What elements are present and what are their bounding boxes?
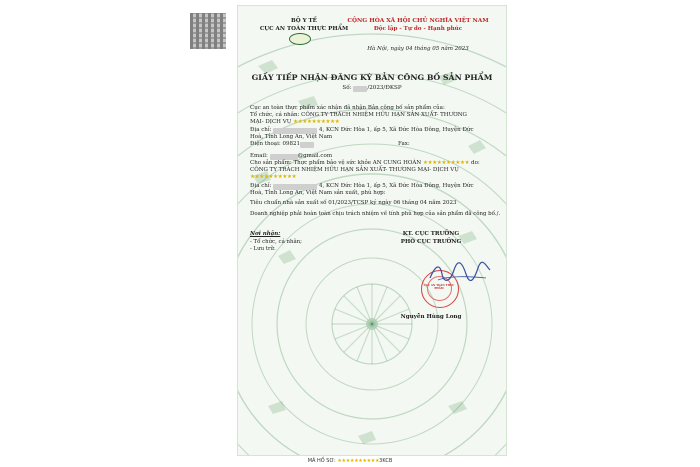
- recipients-label: Nơi nhận:: [250, 231, 281, 237]
- org-line: Tổ chức, cá nhân: CÔNG TY TRÁCH NHIỆM HỮU HẠN SẢN XUẤT- THƯƠNG: [250, 112, 467, 118]
- qr-code-icon: [190, 13, 226, 49]
- org-line-2: MẠI- DỊCH VỤ ★★★★★★★★★★: [250, 119, 340, 125]
- country-name: CỘNG HÒA XÃ HỘI CHỦ NGHĨA VIỆT NAM: [347, 18, 489, 24]
- signer-role-2: PHÓ CỤC TRƯỞNG: [400, 239, 462, 245]
- maker-address-line: Địa chỉ: 4, KCN Đức Hòa 1, ấp 5, Xã Đức Hòa Đông, Huyện Đức: [250, 183, 474, 189]
- recipient-item: - Lưu trữ.: [250, 246, 276, 252]
- agency-name: CỤC AN TOÀN THỰC PHẨM: [259, 26, 349, 32]
- place-date: Hà Nội, ngày 04 tháng 05 năm 2023: [367, 46, 469, 52]
- product-maker: CÔNG TY TRÁCH NHIỆM HỮU HẠN SẢN XUẤT- THƯƠNG MẠI- DỊCH VỤ: [250, 167, 459, 173]
- agency-parent: BỘ Y TẾ: [291, 18, 317, 24]
- fax-label: Fax:: [398, 141, 410, 147]
- page-title: GIẤY TIẾP NHẬN ĐĂNG KÝ BẢN CÔNG BỐ SẢN PHẨM: [251, 73, 493, 82]
- signature-icon: [428, 260, 492, 286]
- maker-address-line-2: Hoà, Tỉnh Long An, Việt Nam sản xuất, phù hợp:: [250, 190, 386, 196]
- phone-line: Điện thoại: 09821: [250, 142, 314, 148]
- agency-logo-icon: [289, 33, 311, 45]
- email-line: Email: @gmail.com: [250, 153, 333, 159]
- footer-code: MÃ HỒ SƠ: ★★★★★★★★★★3KCB: [307, 458, 393, 464]
- product-line: Cho sản phẩm: Thực phẩm bảo vệ sức khỏe AN CUNG HOÀN ★★★★★★★★★★ do:: [250, 160, 480, 166]
- redaction-mark: ★★★★★★★★★★: [293, 119, 340, 125]
- intro-text: Cục an toàn thực phẩm xác nhận đã nhận Bản công bố sản phẩm của:: [250, 105, 445, 111]
- seal-text: CỤC AN TOÀN THỰC PHẨM: [423, 284, 455, 290]
- standard-line: Tiêu chuẩn nhà sản xuất số 01/2023/TCSP ký ngày 06 tháng 04 năm 2023: [250, 200, 457, 206]
- responsibility-line: Doanh nghiệp phải hoàn toàn chịu trách nhiệm về tính phù hợp của sản phẩm đã công bố./.: [250, 211, 501, 217]
- document-number: Số: /2023/ĐKSP: [342, 85, 402, 91]
- national-motto: Độc lập - Tự do - Hạnh phúc: [373, 26, 463, 32]
- certificate-document: [237, 5, 507, 456]
- signer-name: Nguyễn Hùng Long: [400, 314, 462, 320]
- signer-role: KT. CỤC TRƯỞNG: [402, 231, 460, 237]
- address-line-2: Hoà, Tỉnh Long An, Việt Nam: [250, 134, 333, 140]
- address-line: Địa chỉ: 4, KCN Đức Hòa 1, ấp 5, Xã Đức Hòa Đông, Huyện Đức: [250, 127, 474, 133]
- recipient-item: - Tổ chức, cá nhân;: [250, 239, 302, 245]
- product-maker-mark: ★★★★★★★★★★: [250, 174, 297, 180]
